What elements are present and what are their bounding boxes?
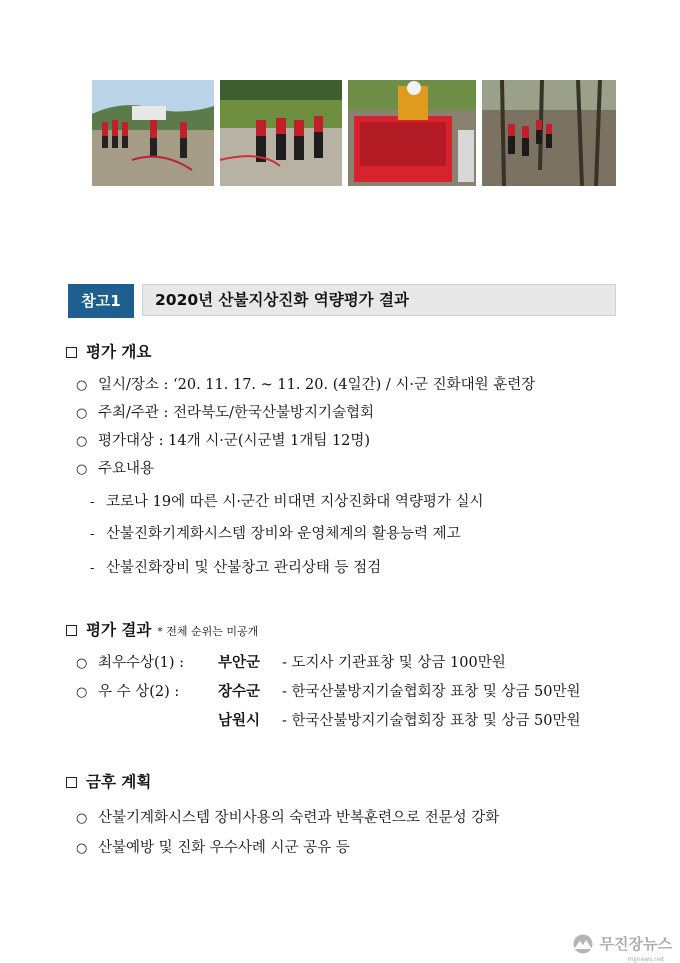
water-tank-photo [348,80,476,186]
overview-sub-item: - 산불진화장비 및 산불창고 관리상태 등 점검 [90,560,382,576]
overview-heading: 평가 개요 [66,340,151,362]
plan-item: ○ 산불기계화시스템 장비사용의 숙련과 반복훈련으로 전문성 강화 [76,810,500,826]
checkbox-square-icon [66,347,77,358]
overview-sub-item: - 코로나 19에 따른 시·군간 비대면 지상진화대 역량평가 실시 [90,494,484,510]
results-heading: 평가 결과 * 전체 순위는 미공개 [66,618,258,640]
forest-slope-drill-photo [482,80,616,186]
watermark-text: 무진장뉴스 [599,935,672,953]
checkbox-square-icon [66,777,77,788]
reference-header [68,284,616,318]
overview-item: ○ 주최/주관 : 전라북도/한국산불방지기술협회 [76,405,374,421]
results-note: * 전체 순위는 미공개 [157,625,259,638]
mountain-logo-icon [570,934,596,954]
photo-strip [92,80,616,186]
award-row: ○ 우 수 상(2) : 장수군 - 한국산불방지기술협회장 표창 및 상금 50만원 [76,684,581,700]
watermark [570,933,672,963]
reference-title: 2020년 산불지상진화 역량평가 결과 [142,284,616,316]
overview-sub-item: - 산불진화기계화시스템 장비와 운영체계의 활용능력 제고 [90,526,461,542]
overview-item: ○ 평가대상 : 14개 시·군(시군별 1개팀 12명) [76,433,371,449]
watermark-url: mjjnews.net [627,956,664,963]
crew-hose-drill-photo [92,80,214,186]
overview-item: ○ 일시/장소 : ‘20. 11. 17. ~ 11. 20. (4일간) / 시·군 진화대원 훈련장 [76,377,536,393]
reference-tag: 참고1 [68,284,134,318]
checkbox-square-icon [66,625,77,636]
award-row: 남원시 - 한국산불방지기술협회장 표창 및 상금 50만원 [218,713,581,729]
overview-item: ○ 주요내용 [76,461,155,477]
plan-heading: 금후 계획 [66,770,151,792]
award-row: ○ 최우수상(1) : 부안군 - 도지사 기관표창 및 상금 100만원 [76,655,506,671]
crew-pump-drill-photo [220,80,342,186]
plan-item: ○ 산불예방 및 진화 우수사례 시군 공유 등 [76,840,350,856]
